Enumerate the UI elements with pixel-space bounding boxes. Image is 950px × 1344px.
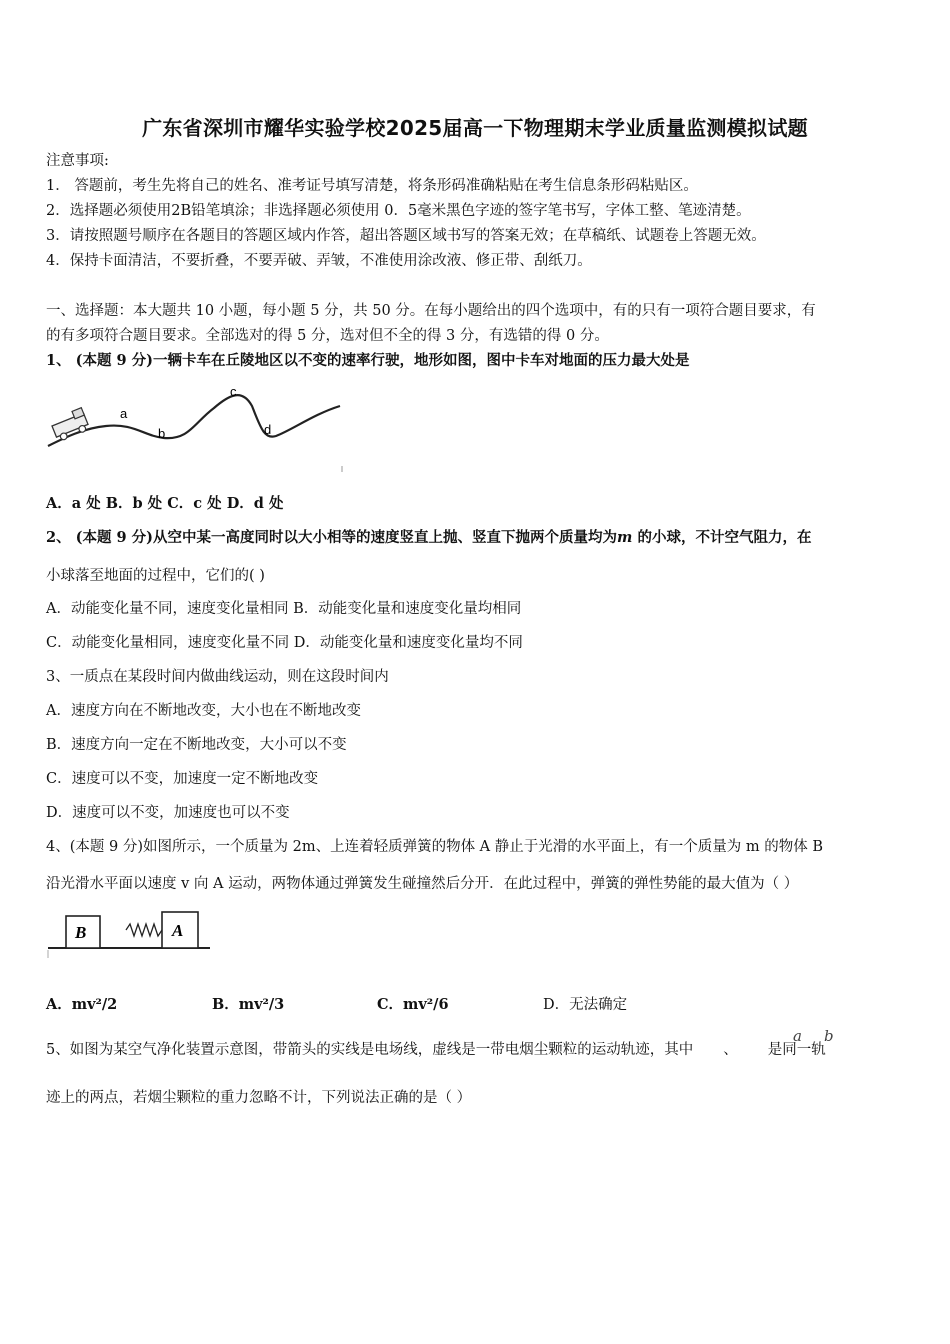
q3-stem: 3、一质点在某段时间内做曲线运动，则在这段时间内	[46, 669, 389, 685]
section-intro-line-2: 的有多项符合题目要求。全部选对的得 5 分，选对但不全的得 3 分，有选错的得 0 分。	[46, 328, 609, 344]
q5-stem-line-2: 迹上的两点，若烟尘颗粒的重力忽略不计，下列说法正确的是（ ）	[46, 1090, 472, 1106]
q5-stem-line-1: 5、如图为某空气净化装置示意图，带箭头的实线是电场线，虚线是一带电烟尘颗粒的运动轨迹，其中 、 是同一轨	[46, 1042, 826, 1058]
q2-options-cd: C．动能变化量相同，速度变化量不同 D．动能变化量和速度变化量均不同	[46, 635, 523, 651]
terrain-label-d: d	[264, 422, 272, 437]
q4-spring-figure	[44, 908, 214, 960]
q4-stem-line-2: 沿光滑水平面以速度 v 向 A 运动，两物体通过弹簧发生碰撞然后分开．在此过程中，弹簧的弹性势能的最大值为（ ）	[46, 876, 799, 892]
terrain-label-b: b	[158, 426, 166, 441]
q3-option-a: A．速度方向在不断地改变，大小也在不断地改变	[46, 703, 361, 719]
terrain-label-a: a	[120, 406, 128, 421]
block-b-label: B	[75, 923, 87, 942]
q1-stem: 1、 (本题 9 分)一辆卡车在丘陵地区以不变的速率行驶，地形如图，图中卡车对地面的压力最大处是	[46, 352, 690, 369]
terrain-label-c: c	[230, 384, 237, 399]
q1-terrain-figure	[44, 378, 354, 474]
spring	[126, 924, 162, 936]
q5-var-b: b	[824, 1027, 834, 1045]
q4-stem-line-1: 4、(本题 9 分)如图所示，一个质量为 2m、上连着轻质弹簧的物体 A 静止于光滑的水平面上，有一个质量为 m 的物体 B	[46, 839, 823, 855]
q4-option-a: A．mv²/2	[46, 996, 118, 1013]
q2-options-ab: A．动能变化量不同，速度变化量相同 B．动能变化量和速度变化量均相同	[46, 601, 522, 617]
section-intro-line-1: 一、选择题：本大题共 10 小题，每小题 5 分，共 50 分。在每小题给出的四个选项中，有的只有一项符合题目要求，有	[46, 303, 816, 319]
q4-option-d: D．无法确定	[543, 997, 628, 1013]
notice-item-3: 3．请按照题号顺序在各题目的答题区域内作答，超出答题区域书写的答案无效；在草稿纸、试题卷上答题无效。	[46, 228, 766, 244]
page-title: 广东省深圳市耀华实验学校2025届高一下物理期末学业质量监测模拟试题	[142, 116, 808, 140]
q3-option-c: C．速度可以不变，加速度一定不断地改变	[46, 771, 319, 787]
q3-option-b: B．速度方向一定在不断地改变，大小可以不变	[46, 737, 347, 753]
q4-option-b: B．mv²/3	[212, 996, 285, 1013]
notice-item-1: 1． 答题前，考生先将自己的姓名、准考证号填写清楚，将条形码准确粘贴在考生信息条形码粘贴区。	[46, 178, 698, 194]
q2-stem-line-1: 2、 (本题 9 分)从空中某一高度同时以大小相等的速度竖直上抛、竖直下抛两个质量均为m 的小球，不计空气阻力，在	[46, 529, 812, 546]
block-a-label: A	[172, 921, 184, 940]
q3-option-d: D．速度可以不变，加速度也可以不变	[46, 805, 290, 821]
notice-item-2: 2．选择题必须使用2B铅笔填涂；非选择题必须使用 0．5毫米黑色字迹的签字笔书写，字体工整、笔迹清楚。	[46, 203, 751, 219]
notice-heading: 注意事项:	[46, 153, 109, 169]
notice-item-4: 4．保持卡面清洁，不要折叠，不要弄破、弄皱，不准使用涂改液、修正带、刮纸刀。	[46, 253, 592, 269]
q4-option-c: C．mv²/6	[377, 996, 449, 1013]
q1-options: A．a 处 B．b 处 C．c 处 D．d 处	[46, 495, 284, 512]
q5-var-a: a	[793, 1027, 802, 1045]
q2-stem-line-2: 小球落至地面的过程中，它们的( )	[46, 568, 265, 584]
terrain-curve	[48, 395, 340, 446]
